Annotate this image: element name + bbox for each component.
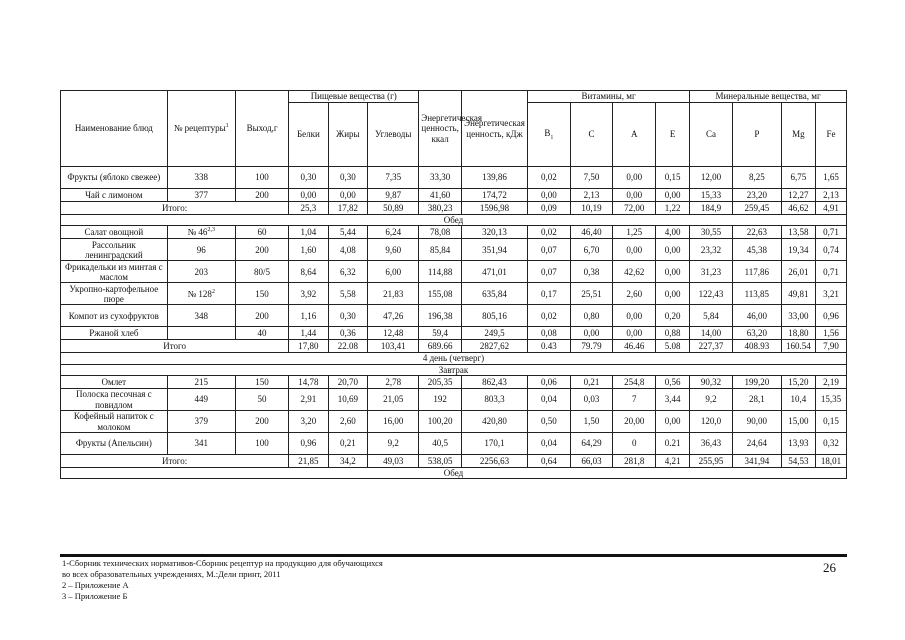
table-cell: 320,13 xyxy=(461,226,527,239)
table-cell: 90,00 xyxy=(732,411,781,433)
table-cell: 0,56 xyxy=(656,376,690,389)
table-cell: 49,81 xyxy=(781,283,815,305)
footnote-1: 1-Сборник технических нормативов-Сборник рецептур на продукцию для обучающихся xyxy=(62,558,383,568)
table-cell: 28,1 xyxy=(732,389,781,411)
table-cell: 21,05 xyxy=(368,389,419,411)
table-cell: 170,1 xyxy=(461,433,527,455)
table-cell: 0,30 xyxy=(328,167,367,189)
table-cell: 9,60 xyxy=(368,239,419,261)
header-mg: Mg xyxy=(781,103,815,167)
table-cell: 205,35 xyxy=(419,376,462,389)
table-cell: 100 xyxy=(235,167,288,189)
table-cell: 78,08 xyxy=(419,226,462,239)
table-cell: 2,91 xyxy=(289,389,328,411)
table-cell: 12,48 xyxy=(368,327,419,340)
table-cell: 0,00 xyxy=(328,189,367,202)
page-number: 26 xyxy=(823,560,836,575)
table-cell: 13,93 xyxy=(781,433,815,455)
table-cell: 0,15 xyxy=(815,411,846,433)
table-cell: 96 xyxy=(167,239,235,261)
table-cell: 23,32 xyxy=(690,239,733,261)
table-cell: 1,16 xyxy=(289,305,328,327)
table-cell: 0,08 xyxy=(528,327,571,340)
table-cell: 13,58 xyxy=(781,226,815,239)
header-e: E xyxy=(656,103,690,167)
table-cell: 0,02 xyxy=(528,226,571,239)
table-cell: 196,38 xyxy=(419,305,462,327)
header-nutrients: Пищевые вещества (г) xyxy=(289,91,419,103)
table-cell: 155,08 xyxy=(419,283,462,305)
table-cell: 199,20 xyxy=(732,376,781,389)
table-cell: 0,38 xyxy=(570,261,613,283)
total-cell: 21,85 xyxy=(289,455,328,468)
table-cell: 174,72 xyxy=(461,189,527,202)
table-cell: 200 xyxy=(235,305,288,327)
table-cell: 33,30 xyxy=(419,167,462,189)
header-minerals: Минеральные вещества, мг xyxy=(690,91,847,103)
table-cell: 1,04 xyxy=(289,226,328,239)
table-cell: 1,25 xyxy=(613,226,656,239)
footnote-3: 3 – Приложение Б xyxy=(62,591,128,601)
table-cell: 0,00 xyxy=(570,327,613,340)
table-cell: 150 xyxy=(235,376,288,389)
nutrition-table xyxy=(60,90,847,479)
header-recipe: № рецептуры$^1$ xyxy=(167,91,235,167)
table-cell: 0,15 xyxy=(656,167,690,189)
table-cell: 341 xyxy=(167,433,235,455)
table-cell: 351,94 xyxy=(461,239,527,261)
table-cell: 16,00 xyxy=(368,411,419,433)
section-label: 4 день (четверг) xyxy=(61,353,847,364)
table-body xyxy=(61,167,847,479)
table-row xyxy=(61,389,847,411)
dish-name: Компот из сухофруктов xyxy=(61,305,168,327)
total-cell: 72,00 xyxy=(613,202,656,215)
header-protein: Белки xyxy=(289,103,328,167)
table-cell: 45,38 xyxy=(732,239,781,261)
dish-name: Фрикадельки из минтая с маслом xyxy=(61,261,168,283)
table-cell: 8,25 xyxy=(732,167,781,189)
header-carbs: Углеводы xyxy=(368,103,419,167)
table-cell: 14,00 xyxy=(690,327,733,340)
table-cell: 36,43 xyxy=(690,433,733,455)
total-cell: 689.66 xyxy=(419,340,462,353)
table-cell: 249,5 xyxy=(461,327,527,340)
total-label: Итого: xyxy=(61,202,289,215)
table-cell: 122,43 xyxy=(690,283,733,305)
table-cell: 379 xyxy=(167,411,235,433)
total-cell: 17,82 xyxy=(328,202,367,215)
total-cell: 4,91 xyxy=(815,202,846,215)
total-cell: 0.43 xyxy=(528,340,571,353)
section-row xyxy=(61,468,847,479)
table-cell: 20,00 xyxy=(613,411,656,433)
table-cell: 0,00 xyxy=(613,189,656,202)
table-cell: 0,04 xyxy=(528,389,571,411)
table-cell: 7 xyxy=(613,389,656,411)
table-cell: 9,2 xyxy=(368,433,419,455)
dish-name: Кофейный напиток с молоком xyxy=(61,411,168,433)
table-cell: 635,84 xyxy=(461,283,527,305)
table-cell: 338 xyxy=(167,167,235,189)
table-cell: 85,84 xyxy=(419,239,462,261)
footer-rule xyxy=(60,554,847,557)
table-cell: 0,20 xyxy=(656,305,690,327)
table-cell: 805,16 xyxy=(461,305,527,327)
section-row xyxy=(61,364,847,375)
table-cell: 192 xyxy=(419,389,462,411)
table-cell: 348 xyxy=(167,305,235,327)
total-cell: 160.54 xyxy=(781,340,815,353)
table-cell: 449 xyxy=(167,389,235,411)
header-vitamins: Витамины, мг xyxy=(528,91,690,103)
table-cell: 0,00 xyxy=(528,189,571,202)
total-cell: 380,23 xyxy=(419,202,462,215)
dish-name: Фрукты (яблоко свежее) xyxy=(61,167,168,189)
table-cell: 10,69 xyxy=(328,389,367,411)
table-cell: 377 xyxy=(167,189,235,202)
table-cell xyxy=(167,327,235,340)
table-cell: 5,44 xyxy=(328,226,367,239)
table-cell: 33,00 xyxy=(781,305,815,327)
table-cell: 63,20 xyxy=(732,327,781,340)
table-cell: 0,03 xyxy=(570,389,613,411)
table-cell: 31,23 xyxy=(690,261,733,283)
table-cell: № $128^2$ xyxy=(167,283,235,305)
table-cell: 150 xyxy=(235,283,288,305)
header-fat: Жиры xyxy=(328,103,367,167)
footnote-2: 2 – Приложение А xyxy=(62,580,129,590)
header-fe: Fe xyxy=(815,103,846,167)
table-cell: 1,56 xyxy=(815,327,846,340)
table-cell: 0,30 xyxy=(289,167,328,189)
header-energy-kj: Энергетическая ценность, кДж xyxy=(461,91,527,167)
table-cell: 30,55 xyxy=(690,226,733,239)
table-cell: 0,07 xyxy=(528,261,571,283)
table-cell: 0,74 xyxy=(815,239,846,261)
total-cell: 54,53 xyxy=(781,455,815,468)
table-cell: 113,85 xyxy=(732,283,781,305)
table-cell: 100,20 xyxy=(419,411,462,433)
total-cell: 184,9 xyxy=(690,202,733,215)
table-row xyxy=(61,283,847,305)
table-cell: 420,80 xyxy=(461,411,527,433)
table-cell: 3,20 xyxy=(289,411,328,433)
table-cell: 19,34 xyxy=(781,239,815,261)
table-row xyxy=(61,305,847,327)
table-cell: 42,62 xyxy=(613,261,656,283)
total-row xyxy=(61,455,847,468)
table-cell: 0,21 xyxy=(328,433,367,455)
table-cell: 0,32 xyxy=(815,433,846,455)
table-cell: 0,06 xyxy=(528,376,571,389)
table-cell: 0,07 xyxy=(528,239,571,261)
table-row xyxy=(61,376,847,389)
table-cell: 8,64 xyxy=(289,261,328,283)
table-cell: 0,00 xyxy=(656,261,690,283)
section-row xyxy=(61,353,847,364)
table-cell: 22,63 xyxy=(732,226,781,239)
table-cell: 3,92 xyxy=(289,283,328,305)
table-cell: 90,32 xyxy=(690,376,733,389)
table-cell: 0,00 xyxy=(613,239,656,261)
section-row xyxy=(61,215,847,226)
table-row xyxy=(61,226,847,239)
table-cell: 200 xyxy=(235,411,288,433)
table-cell: 862,43 xyxy=(461,376,527,389)
table-cell: 23,20 xyxy=(732,189,781,202)
total-cell: 255,95 xyxy=(690,455,733,468)
table-row xyxy=(61,327,847,340)
total-cell: 281,8 xyxy=(613,455,656,468)
table-cell: 4,00 xyxy=(656,226,690,239)
table-cell: 40,5 xyxy=(419,433,462,455)
table-cell: 117,86 xyxy=(732,261,781,283)
table-cell: 0,21 xyxy=(570,376,613,389)
total-cell: 1,22 xyxy=(656,202,690,215)
total-cell: 46.46 xyxy=(613,340,656,353)
table-cell: 0 xyxy=(613,433,656,455)
table-cell: 0.21 xyxy=(656,433,690,455)
total-cell: 46,62 xyxy=(781,202,815,215)
table-cell: 20,70 xyxy=(328,376,367,389)
table-cell: 0,17 xyxy=(528,283,571,305)
total-cell: 66,03 xyxy=(570,455,613,468)
table-cell: 254,8 xyxy=(613,376,656,389)
table-cell: 200 xyxy=(235,189,288,202)
table-cell: 803,3 xyxy=(461,389,527,411)
total-cell: 2827,62 xyxy=(461,340,527,353)
table-cell: 0,00 xyxy=(656,239,690,261)
table-cell: 100 xyxy=(235,433,288,455)
total-cell: 0,64 xyxy=(528,455,571,468)
total-cell: 103,41 xyxy=(368,340,419,353)
total-cell: 5.08 xyxy=(656,340,690,353)
table-cell: 5,84 xyxy=(690,305,733,327)
total-cell: 34,2 xyxy=(328,455,367,468)
table-cell: 0,00 xyxy=(613,167,656,189)
table-cell: 2,78 xyxy=(368,376,419,389)
header-dish: Наименование блюд xyxy=(61,91,168,167)
table-row xyxy=(61,411,847,433)
table-cell: 6,70 xyxy=(570,239,613,261)
dish-name: Ржаной хлеб xyxy=(61,327,168,340)
table-cell: 7,50 xyxy=(570,167,613,189)
table-cell: 26,01 xyxy=(781,261,815,283)
table-cell: 24,64 xyxy=(732,433,781,455)
footnote-1-cont: во всех образовательных учреждениях, М.:Дели принт, 2011 xyxy=(62,569,281,579)
header-energy-kcal: Энергетическая ценность, ккал xyxy=(419,91,462,167)
total-cell: 22.08 xyxy=(328,340,367,353)
table-cell: 41,60 xyxy=(419,189,462,202)
table-cell: 1,60 xyxy=(289,239,328,261)
total-cell: 7,90 xyxy=(815,340,846,353)
section-label: Обед xyxy=(61,468,847,479)
table-cell: 0,00 xyxy=(613,327,656,340)
table-cell: 0,88 xyxy=(656,327,690,340)
table-cell: 139,86 xyxy=(461,167,527,189)
table-row xyxy=(61,433,847,455)
total-cell: 17,80 xyxy=(289,340,328,353)
table-cell: 6,75 xyxy=(781,167,815,189)
table-cell: 64,29 xyxy=(570,433,613,455)
table-row xyxy=(61,261,847,283)
table-cell: 59,4 xyxy=(419,327,462,340)
dish-name: Чай с лимоном xyxy=(61,189,168,202)
dish-name: Рассольник ленинградский xyxy=(61,239,168,261)
table-cell: 6,00 xyxy=(368,261,419,283)
total-cell: 341,94 xyxy=(732,455,781,468)
table-cell: 4,08 xyxy=(328,239,367,261)
total-row xyxy=(61,202,847,215)
table-cell: 471,01 xyxy=(461,261,527,283)
table-cell: 3,21 xyxy=(815,283,846,305)
table-cell: 0,00 xyxy=(656,283,690,305)
table-cell: 46,00 xyxy=(732,305,781,327)
dish-name: Фрукты (Апельсин) xyxy=(61,433,168,455)
dish-name: Салат овощной xyxy=(61,226,168,239)
table-cell: 10,4 xyxy=(781,389,815,411)
table-cell: № 46$^{2,3}$ xyxy=(167,226,235,239)
total-label: Итого xyxy=(61,340,289,353)
header-p: P xyxy=(732,103,781,167)
table-cell: 21,83 xyxy=(368,283,419,305)
table-cell: 9,2 xyxy=(690,389,733,411)
header-ca: Ca xyxy=(690,103,733,167)
table-cell: 0,00 xyxy=(656,411,690,433)
total-cell: 50,89 xyxy=(368,202,419,215)
table-cell: 0,02 xyxy=(528,167,571,189)
total-cell: 259,45 xyxy=(732,202,781,215)
table-cell: 1,50 xyxy=(570,411,613,433)
dish-name: Омлет xyxy=(61,376,168,389)
total-cell: 49,03 xyxy=(368,455,419,468)
table-cell: 6,24 xyxy=(368,226,419,239)
table-cell: 120,0 xyxy=(690,411,733,433)
table-cell: 3,44 xyxy=(656,389,690,411)
table-cell: 2,13 xyxy=(815,189,846,202)
table-cell: 47,26 xyxy=(368,305,419,327)
total-cell: 2256,63 xyxy=(461,455,527,468)
total-cell: 79.79 xyxy=(570,340,613,353)
header-a: A xyxy=(613,103,656,167)
table-cell: 1,65 xyxy=(815,167,846,189)
table-cell: 46,40 xyxy=(570,226,613,239)
table-cell: 7,35 xyxy=(368,167,419,189)
header-yield: Выход,г xyxy=(235,91,288,167)
table-cell: 5,58 xyxy=(328,283,367,305)
table-cell: 0,02 xyxy=(528,305,571,327)
total-cell: 0,09 xyxy=(528,202,571,215)
table-cell: 6,32 xyxy=(328,261,367,283)
header-c: C xyxy=(570,103,613,167)
table-cell: 0,96 xyxy=(815,305,846,327)
table-cell: 0,00 xyxy=(656,189,690,202)
total-cell: 4,21 xyxy=(656,455,690,468)
table-cell: 0,80 xyxy=(570,305,613,327)
table-cell: 14,78 xyxy=(289,376,328,389)
table-cell: 2,13 xyxy=(570,189,613,202)
table-cell: 15,20 xyxy=(781,376,815,389)
total-cell: 25,3 xyxy=(289,202,328,215)
table-cell: 0,00 xyxy=(289,189,328,202)
table-cell: 203 xyxy=(167,261,235,283)
table-cell: 2,60 xyxy=(328,411,367,433)
table-cell: 15,35 xyxy=(815,389,846,411)
table-cell: 0,71 xyxy=(815,226,846,239)
table-row xyxy=(61,189,847,202)
table-cell: 12,00 xyxy=(690,167,733,189)
total-cell: 18,01 xyxy=(815,455,846,468)
table-cell: 18,80 xyxy=(781,327,815,340)
table-row xyxy=(61,167,847,189)
table-cell: 2,60 xyxy=(613,283,656,305)
table-cell: 15,33 xyxy=(690,189,733,202)
section-label: Обед xyxy=(61,215,847,226)
table-row xyxy=(61,239,847,261)
dish-name: Полоска песочная с повидлом xyxy=(61,389,168,411)
table-cell: 60 xyxy=(235,226,288,239)
table-cell: 0,00 xyxy=(613,305,656,327)
table-cell: 0,71 xyxy=(815,261,846,283)
table-cell: 0,36 xyxy=(328,327,367,340)
total-label: Итого: xyxy=(61,455,289,468)
section-label: Завтрак xyxy=(61,364,847,375)
total-cell: 538,05 xyxy=(419,455,462,468)
table-cell: 25,51 xyxy=(570,283,613,305)
table-cell: 0,30 xyxy=(328,305,367,327)
total-cell: 408.93 xyxy=(732,340,781,353)
total-cell: 10,19 xyxy=(570,202,613,215)
total-cell: 1596,98 xyxy=(461,202,527,215)
total-cell: 227,37 xyxy=(690,340,733,353)
table-cell: 80/5 xyxy=(235,261,288,283)
table-cell: 0,96 xyxy=(289,433,328,455)
table-cell: 0,50 xyxy=(528,411,571,433)
table-cell: 0,04 xyxy=(528,433,571,455)
table-cell: 12,27 xyxy=(781,189,815,202)
table-cell: 15,00 xyxy=(781,411,815,433)
table-cell: 2,19 xyxy=(815,376,846,389)
dish-name: Укропно-картофельное пюре xyxy=(61,283,168,305)
table-cell: 200 xyxy=(235,239,288,261)
table-cell: 40 xyxy=(235,327,288,340)
table-cell: 50 xyxy=(235,389,288,411)
header-b1: $B_1$ xyxy=(528,103,571,167)
table-cell: 9,87 xyxy=(368,189,419,202)
table-cell: 1,44 xyxy=(289,327,328,340)
table-cell: 114,88 xyxy=(419,261,462,283)
table-cell: 215 xyxy=(167,376,235,389)
total-row xyxy=(61,340,847,353)
